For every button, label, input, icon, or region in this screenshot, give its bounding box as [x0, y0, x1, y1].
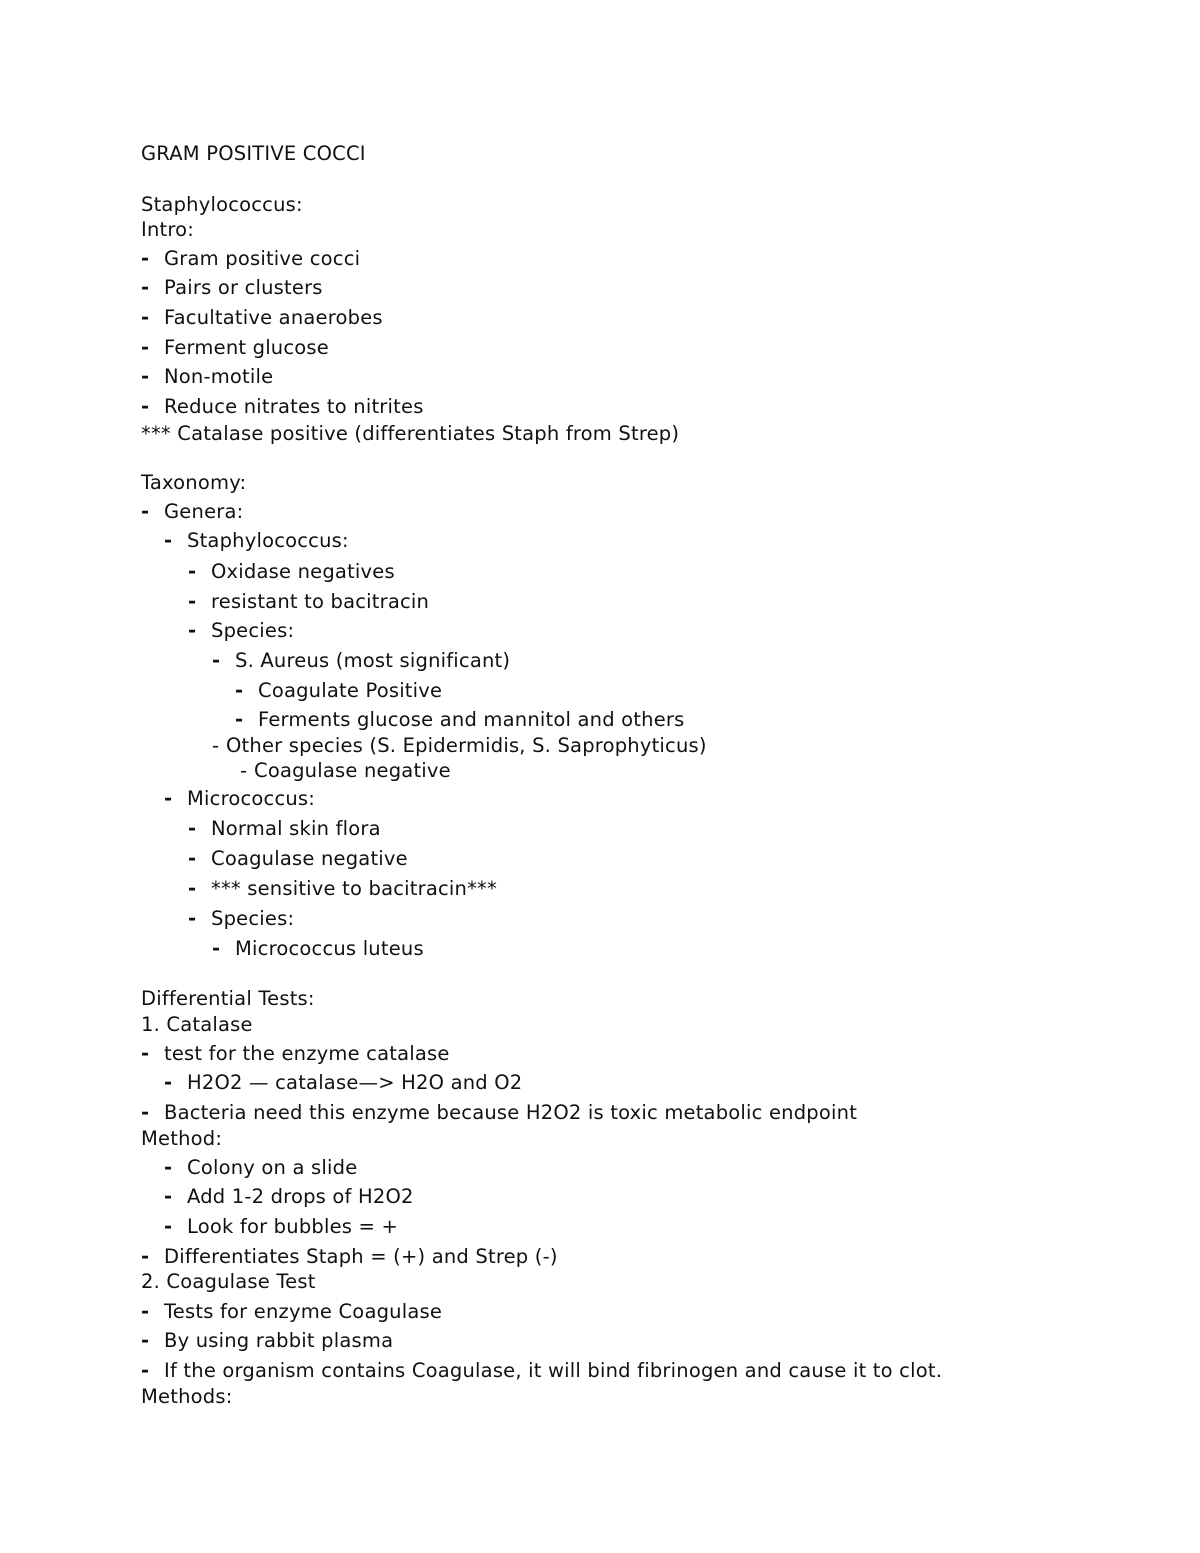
- dash-bullet: -: [141, 365, 150, 388]
- dash-bullet: -: [188, 847, 197, 870]
- dash-bullet: -: [188, 877, 197, 900]
- dash-bullet: -: [141, 276, 150, 299]
- list-item: - Look for bubbles = +: [164, 1215, 399, 1238]
- dash-bullet: -: [141, 1245, 150, 1268]
- list-item: - Micrococcus:: [164, 787, 316, 810]
- dash-bullet: -: [164, 1156, 173, 1179]
- dash-bullet: -: [164, 787, 173, 810]
- staph-heading: Staphylococcus:: [141, 193, 303, 216]
- test-heading: 2. Coagulase Test: [141, 1270, 316, 1293]
- list-item: - Gram positive cocci: [141, 247, 361, 270]
- dash-bullet: -: [141, 500, 150, 523]
- dash-bullet: -: [240, 759, 248, 782]
- catalase-note: *** Catalase positive (differentiates Staph from Strep): [141, 422, 680, 445]
- list-item: - Bacteria need this enzyme because H2O2 is toxic metabolic endpoint: [141, 1101, 858, 1124]
- dash-bullet: -: [164, 529, 173, 552]
- list-item: - Oxidase negatives: [188, 560, 395, 583]
- list-item: - Coagulase negative: [240, 759, 451, 782]
- dash-bullet: -: [188, 590, 197, 613]
- dash-bullet: -: [141, 1359, 150, 1382]
- dash-bullet: -: [235, 708, 244, 731]
- list-item: - Add 1-2 drops of H2O2: [164, 1185, 414, 1208]
- dash-bullet: -: [212, 937, 221, 960]
- method-heading: Method:: [141, 1127, 223, 1150]
- differential-heading: Differential Tests:: [141, 987, 315, 1010]
- dash-bullet: -: [212, 649, 221, 672]
- taxonomy-heading: Taxonomy:: [141, 471, 247, 494]
- methods-heading: Methods:: [141, 1385, 233, 1408]
- dash-bullet: -: [188, 560, 197, 583]
- list-item: - Facultative anaerobes: [141, 306, 383, 329]
- list-item: - Ferment glucose: [141, 336, 329, 359]
- list-item: - Micrococcus luteus: [212, 937, 424, 960]
- dash-bullet: -: [235, 679, 244, 702]
- test-heading: 1. Catalase: [141, 1013, 253, 1036]
- list-item: - Tests for enzyme Coagulase: [141, 1300, 443, 1323]
- list-item: - Pairs or clusters: [141, 276, 323, 299]
- dash-bullet: -: [141, 1042, 150, 1065]
- list-item: - Ferments glucose and mannitol and others: [235, 708, 685, 731]
- dash-bullet: -: [141, 336, 150, 359]
- list-item: - Staphylococcus:: [164, 529, 349, 552]
- dash-bullet: -: [141, 306, 150, 329]
- list-item: - Colony on a slide: [164, 1156, 358, 1179]
- dash-bullet: -: [188, 907, 197, 930]
- dash-bullet: -: [164, 1185, 173, 1208]
- list-item: - Differentiates Staph = (+) and Strep (-): [141, 1245, 558, 1268]
- list-item: - Normal skin flora: [188, 817, 381, 840]
- list-item: - Reduce nitrates to nitrites: [141, 395, 424, 418]
- list-item: - Species:: [188, 619, 295, 642]
- dash-bullet: -: [141, 247, 150, 270]
- dash-bullet: -: [188, 619, 197, 642]
- page-title: GRAM POSITIVE COCCI: [141, 142, 366, 165]
- list-item: - resistant to bacitracin: [188, 590, 430, 613]
- list-item: - S. Aureus (most significant): [212, 649, 511, 672]
- list-item: - Non-motile: [141, 365, 274, 388]
- list-item: - Coagulate Positive: [235, 679, 443, 702]
- dash-bullet: -: [141, 395, 150, 418]
- list-item: - Genera:: [141, 500, 244, 523]
- list-item: - Species:: [188, 907, 295, 930]
- list-item: - By using rabbit plasma: [141, 1329, 394, 1352]
- dash-bullet: -: [188, 817, 197, 840]
- list-item: - test for the enzyme catalase: [141, 1042, 450, 1065]
- list-item: - If the organism contains Coagulase, it will bind fibrinogen and cause it to clot.: [141, 1359, 943, 1382]
- list-item: - Other species (S. Epidermidis, S. Saprophyticus): [212, 734, 707, 757]
- dash-bullet: -: [212, 734, 220, 757]
- dash-bullet: -: [164, 1071, 173, 1094]
- dash-bullet: -: [164, 1215, 173, 1238]
- list-item: - Coagulase negative: [188, 847, 408, 870]
- list-item: - H2O2 — catalase—> H2O and O2: [164, 1071, 523, 1094]
- dash-bullet: -: [141, 1101, 150, 1124]
- intro-heading: Intro:: [141, 218, 195, 241]
- list-item: - *** sensitive to bacitracin***: [188, 877, 497, 900]
- dash-bullet: -: [141, 1300, 150, 1323]
- dash-bullet: -: [141, 1329, 150, 1352]
